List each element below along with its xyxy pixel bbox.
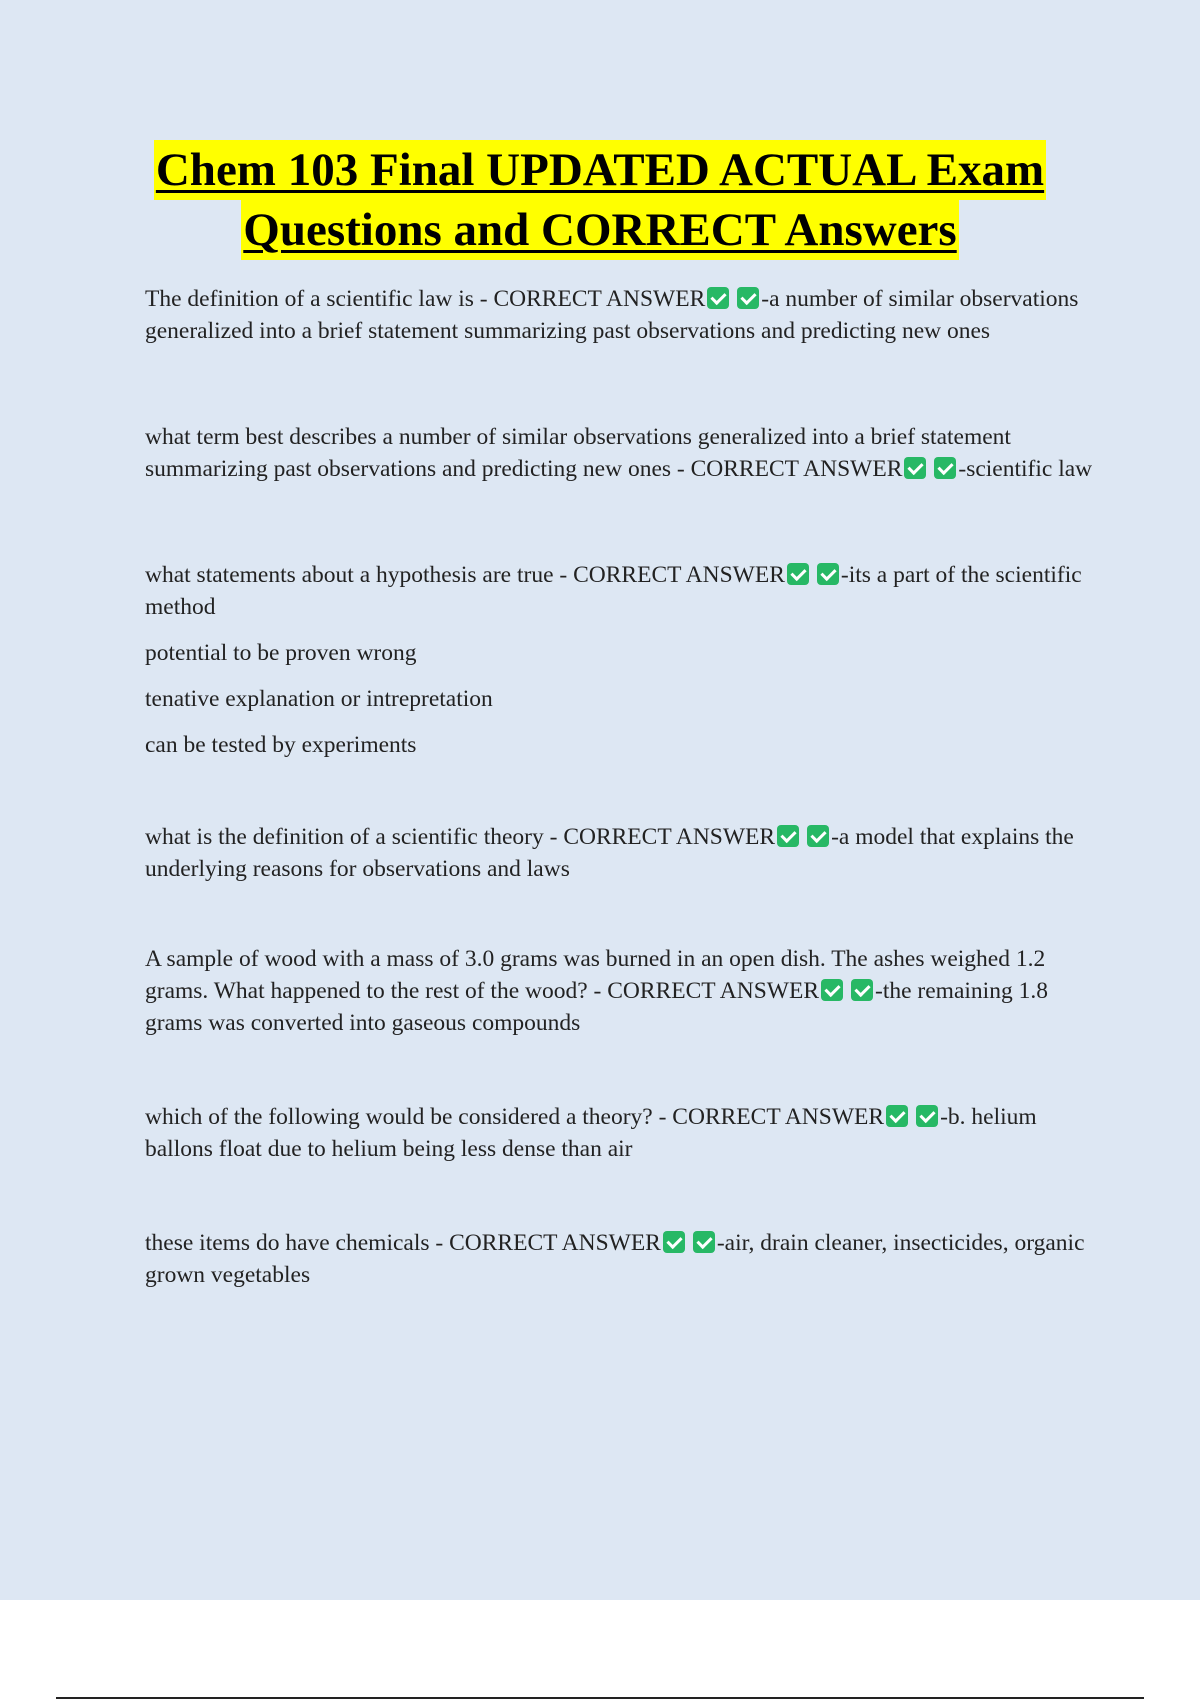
- correct-answer-label: CORRECT ANSWER: [449, 1230, 661, 1256]
- check-mark-icon: [886, 1105, 908, 1127]
- qa-item: [145, 559, 1095, 761]
- check-mark-icon: [777, 825, 799, 847]
- question-text: A sample of wood with a mass of 3.0 grams was burned in an open dish. The ashes weighed 1.2 grams. What happened to the rest of the wood? -: [145, 946, 1046, 1004]
- answer-text: -a model that explains the underlying reasons for observations and laws: [145, 824, 1074, 882]
- question-text: what term best describes a number of similar observations generalized into a brief statement summarizing past observations and predicting new ones -: [145, 424, 1011, 482]
- correct-answer-label: CORRECT ANSWER: [607, 978, 820, 1004]
- page-footer-area: [0, 1600, 1200, 1700]
- answer-text: -a number of similar observations generalized into a brief statement summarizing past observations and predicting new ones: [145, 286, 1079, 344]
- check-mark-icon: [737, 287, 759, 309]
- qa-list: [145, 283, 1095, 1291]
- check-mark-icon: [916, 1105, 938, 1127]
- question-text: these items do have chemicals -: [145, 1230, 450, 1256]
- check-mark-icon: [807, 825, 829, 847]
- check-mark-icon: [821, 979, 843, 1001]
- qa-item: [145, 943, 1095, 1039]
- question-text: which of the following would be considered a theory? -: [145, 1104, 673, 1130]
- document-title: [0, 140, 1200, 260]
- correct-answer-label: CORRECT ANSWER: [690, 456, 903, 482]
- question-text: what statements about a hypothesis are true -: [145, 562, 574, 588]
- title-line-1: Chem 103 Final UPDATED ACTUAL Exam: [154, 140, 1046, 200]
- answer-text: -air, drain cleaner, insecticides, organic grown vegetables: [145, 1230, 1085, 1288]
- title-line-2: Questions and CORRECT Answers: [241, 200, 958, 260]
- qa-item: [145, 421, 1095, 485]
- check-mark-icon: [934, 457, 956, 479]
- check-mark-icon: [693, 1231, 715, 1253]
- check-mark-icon: [904, 457, 926, 479]
- qa-item: [145, 1101, 1095, 1165]
- check-mark-icon: [707, 287, 729, 309]
- check-mark-icon: [817, 563, 839, 585]
- correct-answer-label: CORRECT ANSWER: [563, 824, 776, 850]
- qa-item: [145, 821, 1095, 885]
- correct-answer-label: CORRECT ANSWER: [672, 1104, 885, 1130]
- answer-extra-line: tenative explanation or intrepretation: [145, 686, 493, 712]
- answer-text: -scientific law: [958, 456, 1093, 482]
- check-mark-icon: [663, 1231, 685, 1253]
- check-mark-icon: [787, 563, 809, 585]
- answer-text: -the remaining 1.8 grams was converted into gaseous compounds: [145, 978, 1048, 1036]
- question-text: The definition of a scientific law is -: [145, 286, 494, 312]
- question-text: what is the definition of a scientific theory -: [145, 824, 564, 850]
- correct-answer-label: CORRECT ANSWER: [493, 286, 706, 312]
- qa-item: [145, 283, 1095, 347]
- answer-text: -b. helium ballons float due to helium being less dense than air: [145, 1104, 1037, 1162]
- answer-extra-line: potential to be proven wrong: [145, 640, 417, 666]
- check-mark-icon: [851, 979, 873, 1001]
- correct-answer-label: CORRECT ANSWER: [573, 562, 785, 588]
- footer-divider: [56, 1697, 1144, 1699]
- qa-item: [145, 1227, 1095, 1291]
- qa-main-line: [145, 559, 1095, 623]
- answer-text: -its a part of the scientific method: [145, 562, 1082, 620]
- answer-extra-line: can be tested by experiments: [145, 732, 417, 758]
